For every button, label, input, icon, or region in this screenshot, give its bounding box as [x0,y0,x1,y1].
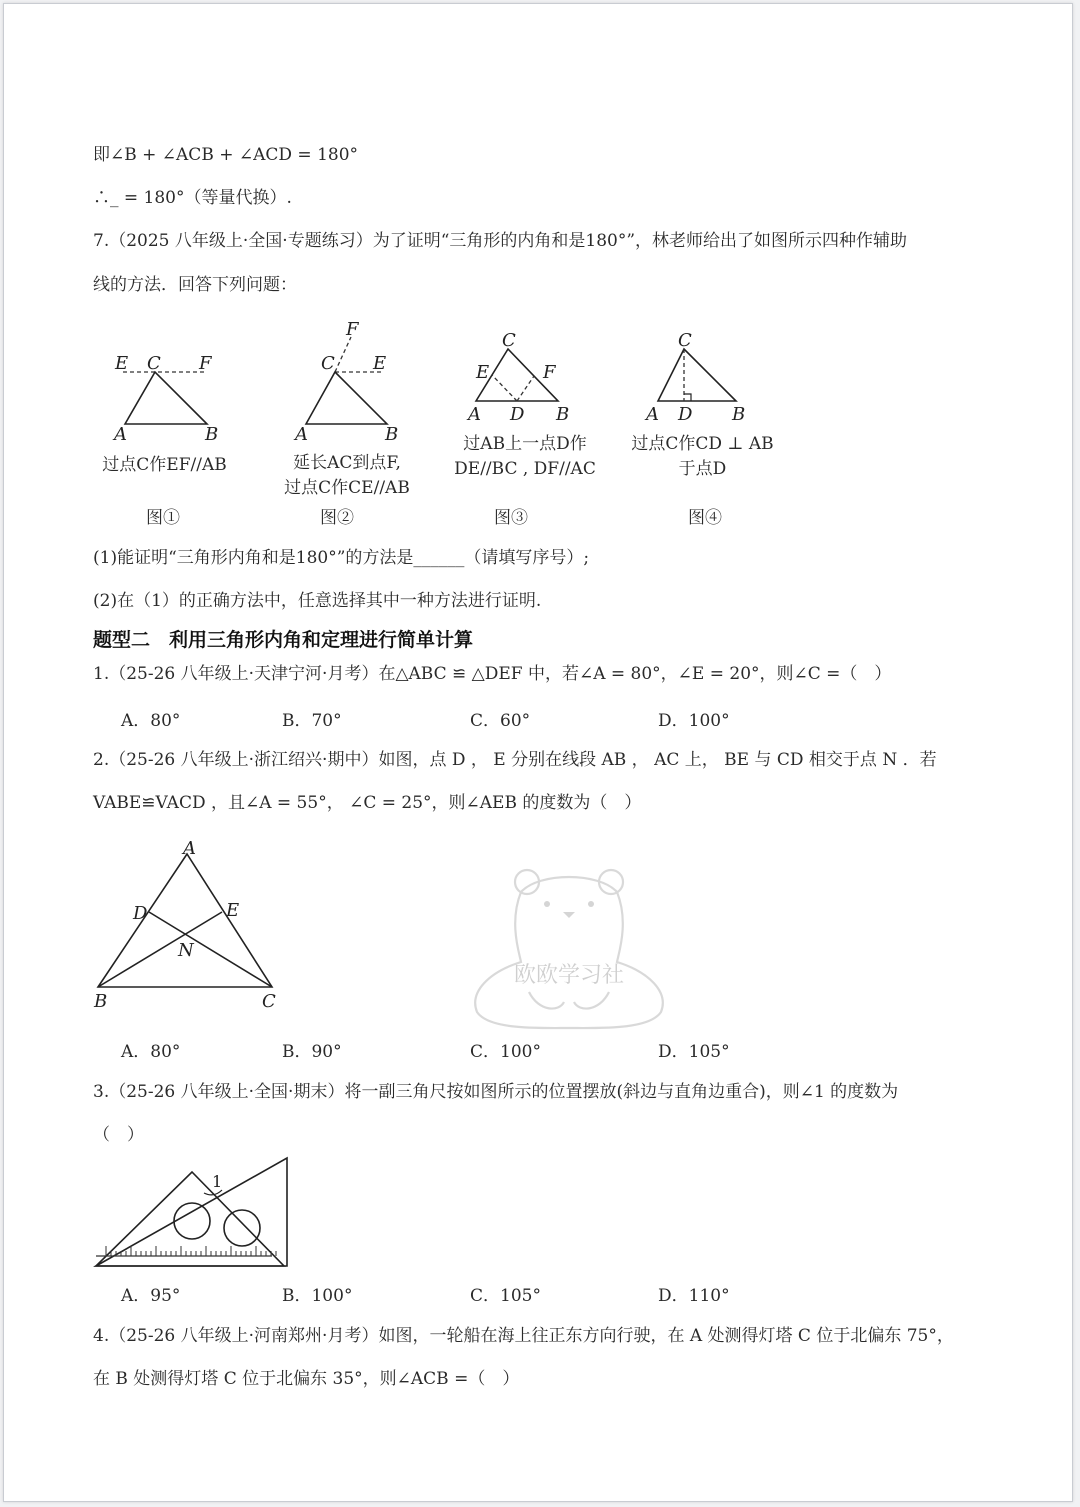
q7-figure-2-caption [272,451,422,501]
caption-line: 过点C作CD ⊥ AB [631,434,774,454]
q4-text-line-1: 4.（25-26 八年级上·河南郑州·月考）如图，一轮船在海上往正东方向行驶，在 A 处测得灯塔 C 位于北偏东 75°， [93,1326,954,1346]
q2-figure [92,836,292,1016]
q7-figure-2-label: 图② [320,508,354,528]
q3-set-squares-figure [92,1154,302,1274]
caption-line: 过点C作CE//AB [284,478,410,498]
q7-part-2: (2)在（1）的正确方法中，任意选择其中一种方法进行证明. [93,591,542,611]
point-B: B [732,404,746,425]
bear-paw-left [529,992,564,1009]
point-B: B [385,424,399,445]
point-B: B [94,991,108,1012]
point-E: E [226,900,240,921]
q7-figure-2 [289,317,409,447]
triangle-ABC [125,372,207,424]
q4-text-line-2: 在 B 处测得灯塔 C 位于北偏东 35°，则∠ACB =（ ） [93,1369,520,1389]
point-F: F [346,319,359,340]
caption-line: 于点D [678,459,727,479]
line-DE [492,375,517,401]
bear-body-outline [475,877,663,1028]
q2-text-line-2: VABE≌VACD ，且∠A = 55°， ∠C = 25°，则∠AEB 的度数为（ ） [93,793,642,813]
bear-eye-left [544,901,550,907]
carryover-line-2: ∴_ = 180°（等量代换）. [93,188,292,208]
triangle-ABC [306,372,387,424]
point-A: A [295,424,308,445]
q3-option-d: D．110° [658,1286,730,1306]
point-A: A [114,424,127,445]
point-C: C [678,330,692,351]
q2-option-d: D．105° [658,1042,730,1062]
set-square-hole-left [174,1203,210,1239]
q3-text-line-2: （ ） [93,1125,144,1145]
worksheet-page [3,3,1073,1502]
point-C: C [147,353,161,374]
q3-option-a: A．95° [121,1286,181,1306]
q2-text-line-1: 2.（25-26 八年级上·浙江绍兴·期中）如图，点 D ， E 分别在线段 AB ， AC 上， BE 与 CD 相交于点 N ．若 [93,750,937,770]
watermark-bear-logo [469,862,669,1032]
caption-line: 过AB上一点D作 [463,434,587,454]
point-A: A [183,838,196,859]
point-N: N [178,940,194,961]
segment-BE [98,912,222,987]
q2-option-c: C．100° [470,1042,541,1062]
bear-eye-right [588,901,594,907]
set-square-30-60 [96,1158,287,1266]
point-C: C [321,353,335,374]
q2-option-a: A．80° [121,1042,181,1062]
q1-option-a: A．80° [121,711,181,731]
q7-figure-1-label: 图① [146,508,180,528]
triangle-ABC [658,349,736,401]
q2-option-b: B．90° [282,1042,342,1062]
q1-option-b: B．70° [282,711,342,731]
line-CF [335,337,351,372]
point-D: D [510,404,525,425]
caption-line: 过点C作EF//AB [102,455,227,475]
angle-1-label: 1 [212,1172,223,1191]
point-B: B [205,424,219,445]
q7-figure-3-caption [450,432,600,482]
ruler-ticks [106,1246,276,1256]
q3-option-c: C．105° [470,1286,541,1306]
triangle-ABC [98,854,272,987]
q7-figure-4-label: 图④ [688,508,722,528]
q7-figure-4 [644,326,764,426]
carryover-line-1: 即∠B + ∠ACB + ∠ACD = 180° [93,145,359,165]
point-E: E [476,362,490,383]
q7-figure-3 [464,326,584,426]
point-C: C [262,991,276,1012]
point-D: D [133,903,148,924]
q7-text-line-2: 线的方法．回答下列问题： [93,275,297,295]
point-E: E [115,353,129,374]
q7-figure-1-caption [92,453,237,478]
point-C: C [502,330,516,351]
bear-nose [563,912,575,918]
caption-line: 延长AC到点F, [293,453,401,473]
section-title: 题型二 利用三角形内角和定理进行简单计算 [93,629,474,651]
segment-CD [149,912,272,987]
q1-text: 1.（25-26 八年级上·天津宁河·月考）在△ABC ≌ △DEF 中，若∠A = 80°，∠E = 20°，则∠C =（ ） [93,664,892,684]
point-E: E [373,353,387,374]
q7-part-1: (1)能证明“三角形内角和是180°”的方法是______（请填写序号）; [93,548,590,568]
q7-figure-3-label: 图③ [494,508,528,528]
q7-figure-1 [109,347,229,447]
set-square-hole-right [224,1210,260,1246]
point-A: A [646,404,659,425]
q7-figure-4-caption [620,432,785,482]
q1-option-d: D．100° [658,711,730,731]
q1-option-c: C．60° [470,711,531,731]
q7-text-line-1: 7.（2025 八年级上·全国·专题练习）为了证明“三角形的内角和是180°”，林老师给出了如图所示四种作辅助 [93,231,908,251]
point-F: F [199,353,212,374]
watermark-text: 欧欧学习社 [513,963,625,988]
point-B: B [556,404,570,425]
line-DF [517,376,534,401]
right-angle-mark [684,394,691,401]
q3-option-b: B．100° [282,1286,353,1306]
point-F: F [543,362,556,383]
caption-line: DE//BC , DF//AC [454,459,596,479]
q3-text-line-1: 3.（25-26 八年级上·全国·期末）将一副三角尺按如图所示的位置摆放(斜边与直角边重合)，则∠1 的度数为 [93,1082,899,1102]
bear-paw-right [574,992,609,1009]
point-D: D [678,404,693,425]
point-A: A [468,404,481,425]
